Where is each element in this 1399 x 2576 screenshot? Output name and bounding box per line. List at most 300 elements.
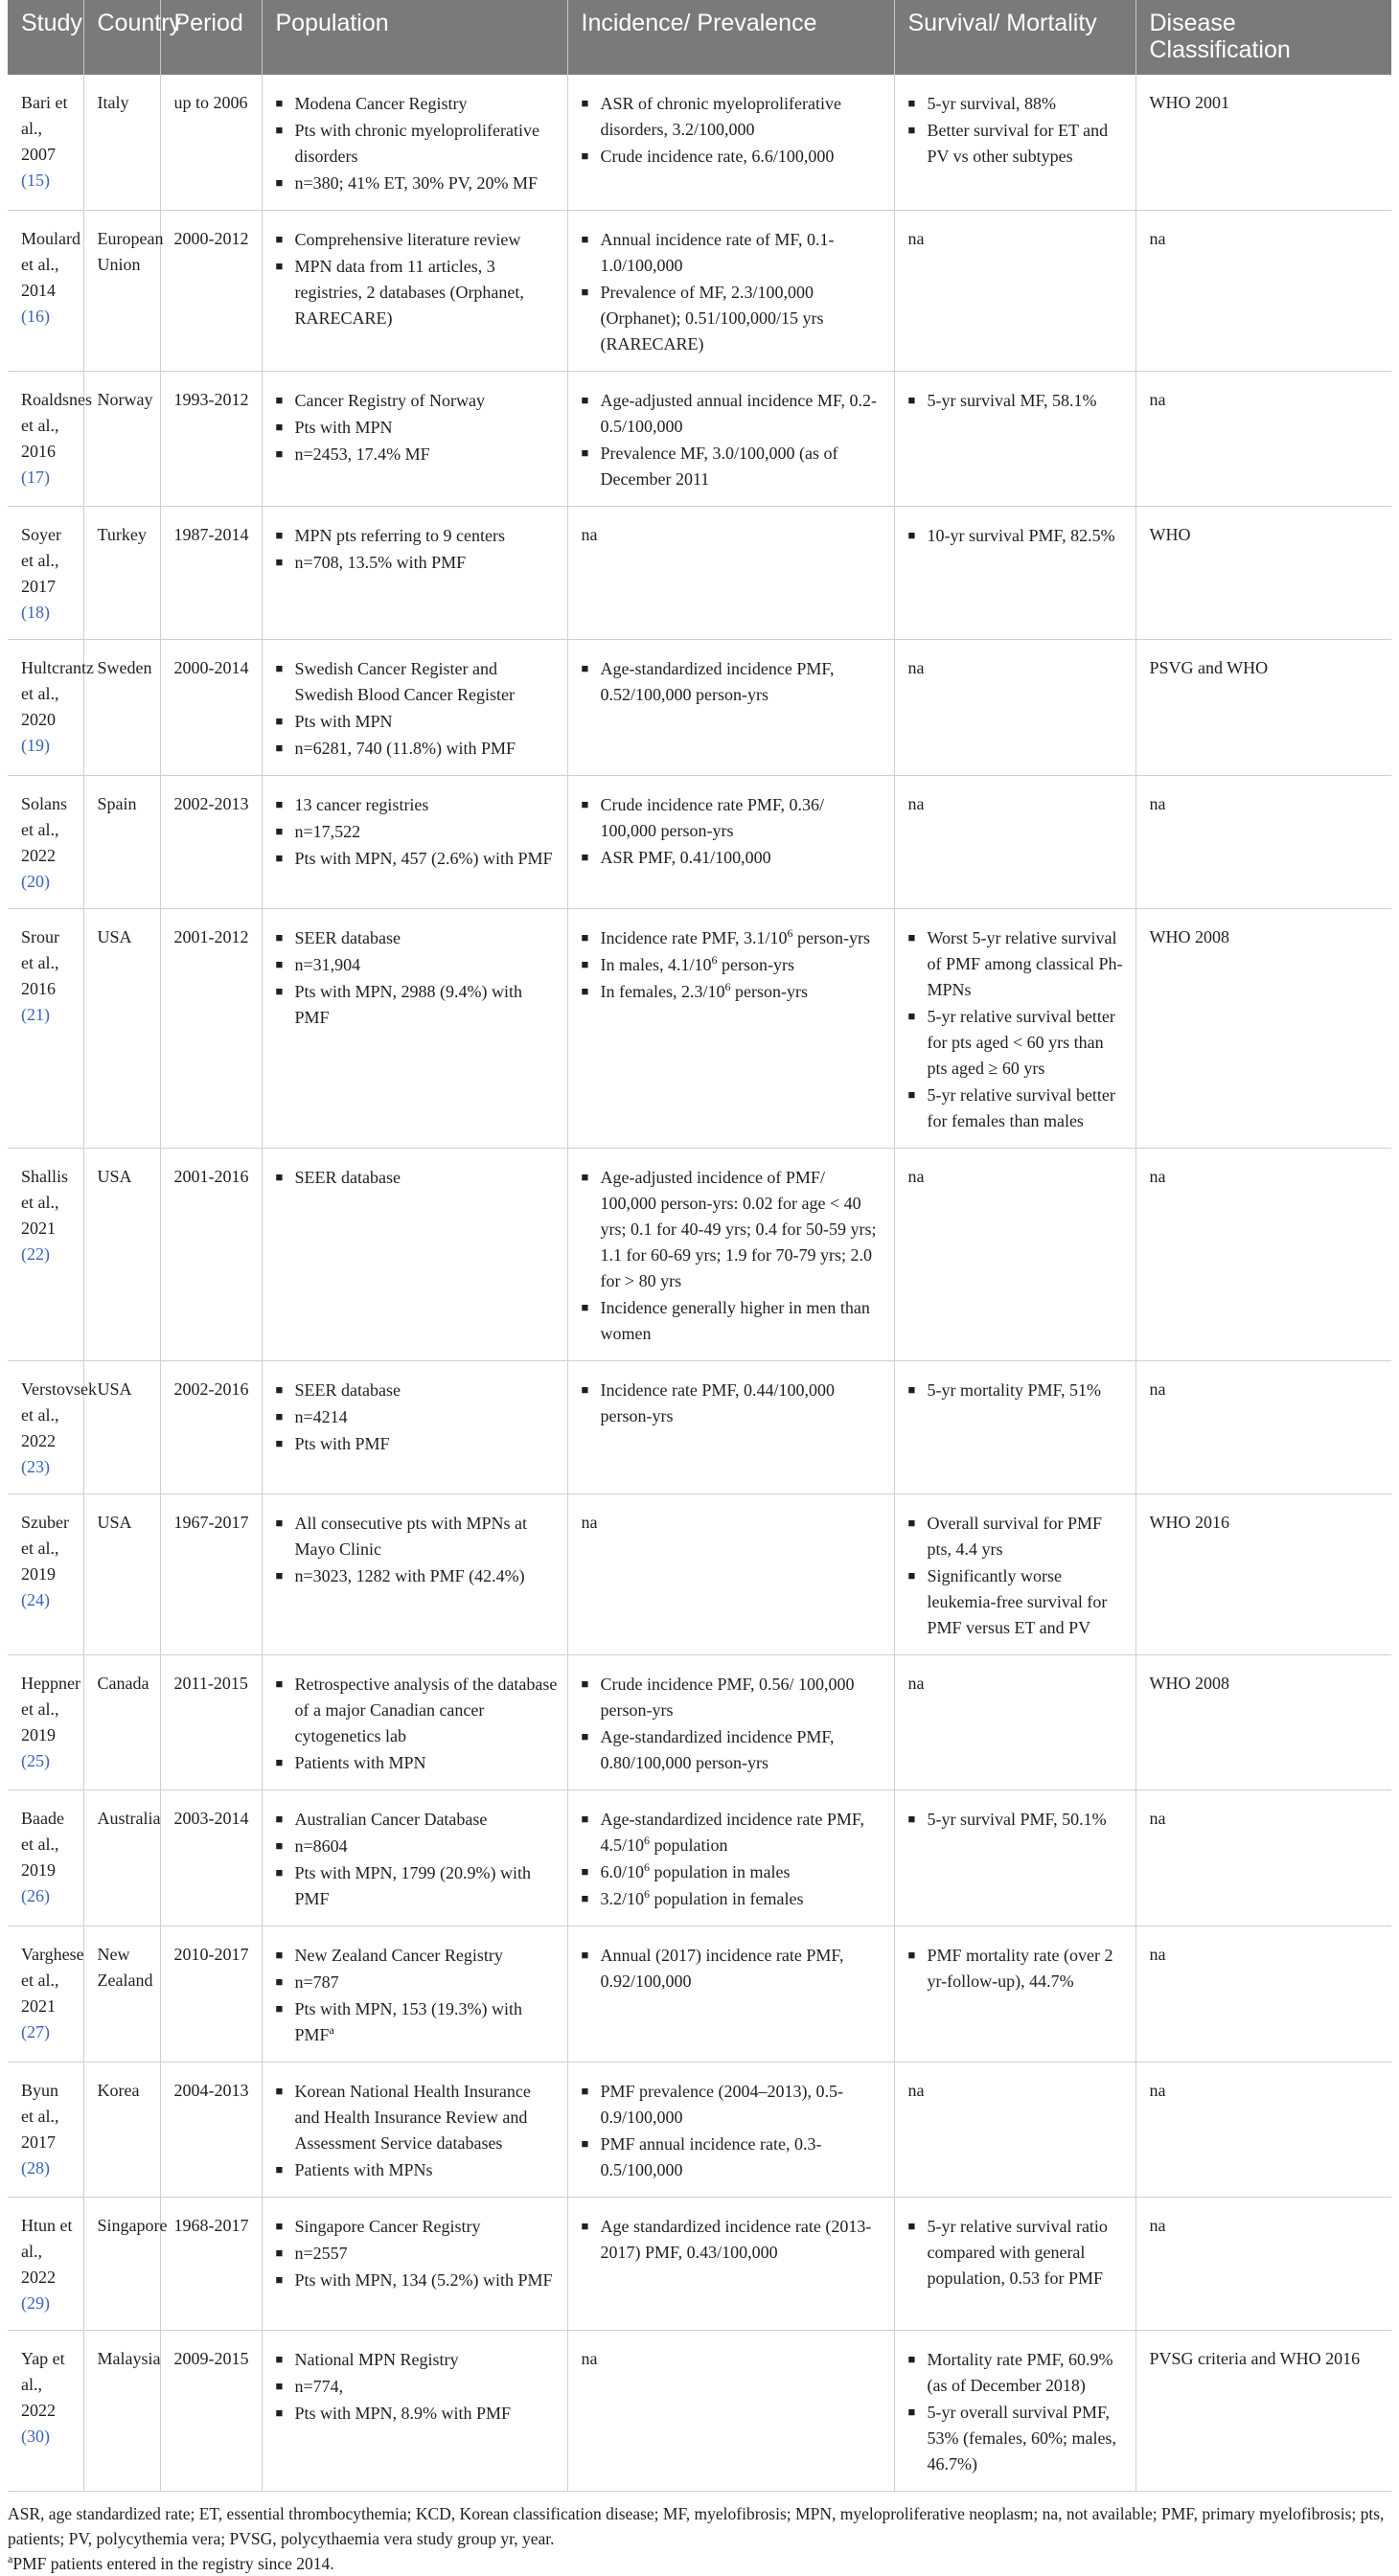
bullet-text: ASR of chronic myeloproliferative disorders, 3.2/100,000 bbox=[600, 94, 841, 139]
square-bullet-icon: ■ bbox=[581, 96, 589, 110]
bullet-item bbox=[908, 1942, 1126, 1995]
bullet-item bbox=[582, 924, 884, 951]
table-header bbox=[8, 0, 1391, 75]
bullet-text: Pts with MPN, 153 (19.3%) with PMF$^a$ bbox=[294, 1999, 523, 2044]
square-bullet-icon: ■ bbox=[907, 2219, 916, 2233]
bullet-item bbox=[908, 2346, 1126, 2399]
square-bullet-icon: ■ bbox=[907, 1382, 916, 1397]
bullet-item bbox=[582, 1723, 884, 1776]
bullet-item bbox=[908, 2213, 1126, 2291]
bullet-item bbox=[276, 1510, 558, 1562]
bullet-text: Pts with MPN, 8.9% with PMF bbox=[294, 2404, 512, 2423]
cell-incidence bbox=[567, 2331, 894, 2492]
square-bullet-icon: ■ bbox=[275, 984, 284, 998]
square-bullet-icon: ■ bbox=[275, 1865, 284, 1880]
cell-survival bbox=[894, 1790, 1135, 1926]
study-reference-link[interactable]: (30) bbox=[21, 2427, 50, 2446]
study-reference-link[interactable]: (17) bbox=[21, 467, 50, 487]
study-author: Varghese et al., 2021 bbox=[21, 1945, 84, 2016]
bullet-item bbox=[276, 170, 558, 196]
square-bullet-icon: ■ bbox=[581, 393, 589, 407]
square-bullet-icon: ■ bbox=[581, 797, 589, 811]
cell-incidence bbox=[567, 211, 894, 372]
cell-period: 1968-2017 bbox=[160, 2198, 262, 2331]
square-bullet-icon: ■ bbox=[581, 1948, 589, 1962]
square-bullet-icon: ■ bbox=[275, 714, 284, 728]
cell-classification: WHO 2008 bbox=[1135, 1655, 1391, 1790]
cell-study bbox=[8, 75, 83, 211]
bullet-item bbox=[276, 708, 558, 735]
bullet-text: SEER database bbox=[294, 1168, 401, 1187]
cell-classification: na bbox=[1135, 372, 1391, 507]
bullet-text: ASR PMF, 0.41/100,000 bbox=[600, 848, 771, 867]
square-bullet-icon: ■ bbox=[581, 1812, 589, 1826]
bullet-text: Pts with MPN, 457 (2.6%) with PMF bbox=[294, 849, 553, 868]
cell-country: USA bbox=[83, 1361, 160, 1494]
cell-population bbox=[262, 1149, 567, 1361]
cell-incidence bbox=[567, 2198, 894, 2331]
bullet-text: PMF prevalence (2004–2013), 0.5-0.9/100,000 bbox=[600, 2082, 843, 2127]
square-bullet-icon: ■ bbox=[275, 824, 284, 838]
square-bullet-icon: ■ bbox=[275, 2405, 284, 2420]
study-reference-link[interactable]: (19) bbox=[21, 736, 50, 755]
cell-survival-value: na bbox=[907, 1167, 925, 1186]
square-bullet-icon: ■ bbox=[275, 2162, 284, 2177]
cell-incidence bbox=[567, 1149, 894, 1361]
table-row bbox=[8, 372, 1391, 507]
bullet-text: Comprehensive literature review bbox=[294, 230, 521, 249]
square-bullet-icon: ■ bbox=[581, 2084, 589, 2098]
study-reference-link[interactable]: (26) bbox=[21, 1886, 50, 1905]
cell-study bbox=[8, 776, 83, 909]
bullet-text: Pts with PMF bbox=[294, 1434, 390, 1453]
square-bullet-icon: ■ bbox=[275, 1382, 284, 1397]
cell-survival bbox=[894, 909, 1135, 1149]
study-author: Solans et al., 2022 bbox=[21, 794, 68, 865]
cell-incidence bbox=[567, 1926, 894, 2063]
cell-classification: WHO bbox=[1135, 507, 1391, 640]
cell-period: 1993-2012 bbox=[160, 372, 262, 507]
table-row bbox=[8, 2063, 1391, 2198]
square-bullet-icon: ■ bbox=[581, 148, 589, 163]
footnote-abbreviations: ASR, age standardized rate; ET, essential thrombocythemia; KCD, Korean classification disease; MF, myelofibrosis; MPN, myeloproliferative neoplasm; na, not available; PMF, primary myelofibrosis; pts, patients; PV, polycythemia vera; PVSG, polycythaemia vera study group yr, year. bbox=[8, 2504, 1385, 2548]
square-bullet-icon: ■ bbox=[581, 1864, 589, 1879]
cell-population bbox=[262, 507, 567, 640]
table-row bbox=[8, 640, 1391, 776]
bullet-item bbox=[276, 951, 558, 978]
cell-classification: na bbox=[1135, 1926, 1391, 2063]
bullet-item bbox=[276, 414, 558, 441]
cell-survival bbox=[894, 1926, 1135, 2063]
square-bullet-icon: ■ bbox=[581, 1891, 589, 1905]
study-reference-link[interactable]: (23) bbox=[21, 1457, 50, 1476]
cell-classification: na bbox=[1135, 1149, 1391, 1361]
cell-survival bbox=[894, 507, 1135, 640]
bullet-item bbox=[276, 1806, 558, 1833]
bullet-text: Singapore Cancer Registry bbox=[294, 2217, 481, 2236]
square-bullet-icon: ■ bbox=[581, 1676, 589, 1691]
bullet-item bbox=[908, 387, 1126, 414]
bullet-text: n=6281, 740 (11.8%) with PMF bbox=[294, 739, 516, 758]
table-body bbox=[8, 75, 1391, 2492]
bullet-text: 5-yr survival MF, 58.1% bbox=[927, 391, 1097, 410]
square-bullet-icon: ■ bbox=[907, 1948, 916, 1962]
cell-population bbox=[262, 1361, 567, 1494]
bullet-item bbox=[582, 1294, 884, 1347]
cell-study bbox=[8, 909, 83, 1149]
bullet-text: Crude incidence rate PMF, 0.36/ 100,000 person-yrs bbox=[600, 795, 825, 840]
bullet-text: n=787 bbox=[294, 1972, 339, 1992]
bullet-text: 5-yr relative survival better for females than males bbox=[927, 1085, 1115, 1130]
cell-period: 2011-2015 bbox=[160, 1655, 262, 1790]
cell-study bbox=[8, 1361, 97, 1494]
header-period: Period bbox=[160, 0, 262, 75]
cell-country: Korea bbox=[83, 2063, 160, 2198]
table-row bbox=[8, 1494, 1391, 1655]
bullet-text: n=774, bbox=[294, 2377, 344, 2396]
bullet-item bbox=[276, 655, 558, 708]
cell-country: Australia bbox=[83, 1790, 160, 1926]
bullet-item bbox=[276, 226, 558, 253]
bullet-item bbox=[276, 441, 558, 467]
cell-classification: na bbox=[1135, 2063, 1391, 2198]
cell-population bbox=[262, 640, 567, 776]
square-bullet-icon: ■ bbox=[581, 661, 589, 675]
study-reference-link[interactable]: (29) bbox=[21, 2293, 50, 2313]
square-bullet-icon: ■ bbox=[275, 1676, 284, 1691]
header-incidence: Incidence/ Prevalence bbox=[567, 0, 894, 75]
bullet-text: Pts with MPN, 2988 (9.4%) with PMF bbox=[294, 982, 523, 1027]
square-bullet-icon: ■ bbox=[275, 1409, 284, 1424]
bullet-text: In males, $4.1/10^6$ person-yrs bbox=[600, 953, 794, 974]
cell-survival bbox=[894, 2063, 1135, 2198]
bullet-text: Age-standardized incidence rate PMF, $4.5/10^6$ population bbox=[600, 1810, 864, 1855]
square-bullet-icon: ■ bbox=[581, 232, 589, 246]
square-bullet-icon: ■ bbox=[275, 175, 284, 190]
bullet-item bbox=[276, 1749, 558, 1776]
study-reference-link[interactable]: (15) bbox=[21, 171, 50, 190]
study-author: Bari et al., 2007 bbox=[21, 93, 68, 164]
bullet-text: Prevalence MF, 3.0/100,000 (as of December 2011 bbox=[600, 444, 838, 489]
cell-study bbox=[8, 640, 94, 776]
table-row bbox=[8, 909, 1391, 1149]
study-author: Hultcrantz et al., 2020 bbox=[21, 658, 94, 729]
study-reference-link[interactable]: (28) bbox=[21, 2158, 50, 2177]
cell-survival bbox=[894, 1655, 1135, 1790]
bullet-text: Incidence generally higher in men than women bbox=[600, 1298, 870, 1343]
bullet-item bbox=[276, 1164, 558, 1191]
table-row bbox=[8, 776, 1391, 909]
table-row bbox=[8, 1790, 1391, 1926]
bullet-item bbox=[276, 522, 558, 549]
bullet-item bbox=[276, 1671, 558, 1749]
study-author: Yap et al., 2022 bbox=[21, 2349, 65, 2420]
bullet-text: Pts with MPN, 1799 (20.9%) with PMF bbox=[294, 1863, 532, 1908]
cell-period: 2009-2015 bbox=[160, 2331, 262, 2492]
square-bullet-icon: ■ bbox=[275, 393, 284, 407]
bullet-text: Pts with MPN bbox=[294, 712, 393, 731]
square-bullet-icon: ■ bbox=[581, 2219, 589, 2233]
table-row bbox=[8, 211, 1391, 372]
table-row bbox=[8, 1655, 1391, 1790]
square-bullet-icon: ■ bbox=[275, 1516, 284, 1530]
bullet-text: n=2557 bbox=[294, 2244, 348, 2263]
bullet-item bbox=[276, 845, 558, 872]
cell-incidence bbox=[567, 909, 894, 1149]
cell-population bbox=[262, 211, 567, 372]
cell-country: USA bbox=[83, 1494, 160, 1655]
bullet-text: MPN data from 11 articles, 3 registries, 2 databases (Orphanet, RARECARE) bbox=[294, 257, 524, 328]
bullet-item bbox=[276, 1562, 558, 1589]
bullet-text: Significantly worse leukemia-free survival for PMF versus ET and PV bbox=[927, 1566, 1108, 1637]
cell-classification: na bbox=[1135, 776, 1391, 909]
bullet-item bbox=[276, 387, 558, 414]
bullet-text: Swedish Cancer Register and Swedish Blood Cancer Register bbox=[294, 659, 515, 704]
cell-period: 2000-2014 bbox=[160, 640, 262, 776]
bullet-item bbox=[276, 2400, 558, 2427]
bullet-text: Prevalence of MF, 2.3/100,000 (Orphanet); 0.51/100,000/15 yrs (RARECARE) bbox=[600, 283, 824, 353]
square-bullet-icon: ■ bbox=[275, 259, 284, 273]
cell-classification: WHO 2016 bbox=[1135, 1494, 1391, 1655]
bullet-text: Worst 5-yr relative survival of PMF among classical Ph- MPNs bbox=[927, 928, 1123, 999]
cell-incidence bbox=[567, 1361, 894, 1494]
bullet-item bbox=[908, 1562, 1126, 1641]
bullet-text: Age-standardized incidence PMF, 0.80/100,000 person-yrs bbox=[600, 1727, 835, 1772]
cell-classification: WHO 2001 bbox=[1135, 75, 1391, 211]
cell-country: Norway bbox=[83, 372, 160, 507]
square-bullet-icon: ■ bbox=[907, 96, 916, 110]
bullet-text: SEER database bbox=[294, 1380, 401, 1400]
square-bullet-icon: ■ bbox=[275, 661, 284, 675]
bullet-text: Annual (2017) incidence rate PMF, 0.92/100,000 bbox=[600, 1946, 844, 1991]
cell-survival bbox=[894, 211, 1135, 372]
study-author: Moulard et al., 2014 bbox=[21, 229, 80, 300]
study-reference-link[interactable]: (25) bbox=[21, 1751, 50, 1770]
square-bullet-icon: ■ bbox=[275, 123, 284, 137]
bullet-text: Age-adjusted annual incidence MF, 0.2-0.5/100,000 bbox=[600, 391, 877, 436]
cell-study bbox=[8, 1494, 83, 1655]
bullet-item bbox=[908, 1082, 1126, 1134]
study-author: Heppner et al., 2019 bbox=[21, 1674, 80, 1744]
cell-country: Turkey bbox=[83, 507, 160, 640]
cell-country: New Zealand bbox=[83, 1926, 160, 2063]
square-bullet-icon: ■ bbox=[275, 1812, 284, 1826]
cell-study bbox=[8, 2331, 83, 2492]
bullet-text: Age-standardized incidence PMF, 0.52/100,000 person-yrs bbox=[600, 659, 835, 704]
cell-survival bbox=[894, 1361, 1135, 1494]
cell-population bbox=[262, 2063, 567, 2198]
square-bullet-icon: ■ bbox=[275, 96, 284, 110]
study-reference-link[interactable]: (18) bbox=[21, 603, 50, 622]
cell-population bbox=[262, 2331, 567, 2492]
cell-survival-value: na bbox=[907, 794, 925, 813]
bullet-item bbox=[582, 387, 884, 440]
cell-country: Sweden bbox=[83, 640, 160, 776]
bullet-item bbox=[582, 226, 884, 279]
bullet-text: Korean National Health Insurance and Health Insurance Review and Assessment Service databases bbox=[294, 2082, 531, 2153]
header-study: Study bbox=[8, 0, 83, 75]
bullet-item bbox=[276, 1377, 558, 1403]
square-bullet-icon: ■ bbox=[275, 1974, 284, 1989]
bullet-item bbox=[276, 1430, 558, 1457]
cell-survival bbox=[894, 1494, 1135, 1655]
study-reference-link[interactable]: (22) bbox=[21, 1244, 50, 1264]
cell-incidence bbox=[567, 1790, 894, 1926]
cell-period: up to 2006 bbox=[160, 75, 262, 211]
cell-study bbox=[8, 1926, 83, 2063]
square-bullet-icon: ■ bbox=[907, 1009, 916, 1023]
table-row bbox=[8, 2198, 1391, 2331]
square-bullet-icon: ■ bbox=[275, 2272, 284, 2287]
square-bullet-icon: ■ bbox=[907, 1516, 916, 1530]
bullet-item bbox=[276, 924, 558, 951]
cell-population bbox=[262, 1790, 567, 1926]
study-reference-link[interactable]: (27) bbox=[21, 2022, 50, 2041]
cell-population bbox=[262, 909, 567, 1149]
cell-incidence bbox=[567, 372, 894, 507]
bullet-item bbox=[276, 1833, 558, 1859]
square-bullet-icon: ■ bbox=[275, 797, 284, 811]
footnote-a-mark: a bbox=[8, 2552, 13, 2566]
cell-period: 2001-2016 bbox=[160, 1149, 262, 1361]
cell-classification: na bbox=[1135, 1361, 1391, 1494]
square-bullet-icon: ■ bbox=[275, 1755, 284, 1769]
square-bullet-icon: ■ bbox=[907, 2352, 916, 2366]
cell-study bbox=[8, 1655, 83, 1790]
cell-survival bbox=[894, 776, 1135, 909]
table-row bbox=[8, 1149, 1391, 1361]
bullet-item bbox=[582, 90, 884, 143]
bullet-item bbox=[276, 2213, 558, 2240]
square-bullet-icon: ■ bbox=[275, 420, 284, 434]
bullet-item bbox=[276, 791, 558, 818]
square-bullet-icon: ■ bbox=[581, 445, 589, 460]
square-bullet-icon: ■ bbox=[275, 232, 284, 246]
square-bullet-icon: ■ bbox=[275, 2245, 284, 2260]
cell-incidence bbox=[567, 640, 894, 776]
study-reference-link[interactable]: (20) bbox=[21, 872, 50, 891]
cell-population bbox=[262, 2198, 567, 2331]
cell-survival bbox=[894, 2198, 1135, 2331]
bullet-item bbox=[908, 1806, 1126, 1833]
study-author: Baade et al., 2019 bbox=[21, 1809, 64, 1880]
bullet-item bbox=[582, 951, 884, 978]
cell-period: 1967-2017 bbox=[160, 1494, 262, 1655]
square-bullet-icon: ■ bbox=[907, 393, 916, 407]
bullet-item bbox=[276, 1995, 558, 2048]
bullet-text: n=2453, 17.4% MF bbox=[294, 445, 430, 464]
bullet-text: New Zealand Cancer Registry bbox=[294, 1946, 503, 1965]
bullet-item bbox=[582, 655, 884, 708]
cell-survival-value: na bbox=[907, 1674, 925, 1693]
table-footnotes bbox=[8, 2492, 1391, 2576]
cell-incidence-value: na bbox=[581, 525, 598, 544]
cell-population bbox=[262, 75, 567, 211]
study-author: Roaldsnes et al., 2016 bbox=[21, 390, 92, 461]
bullet-item bbox=[276, 90, 558, 117]
cell-country: Spain bbox=[83, 776, 160, 909]
bullet-text: n=31,904 bbox=[294, 955, 361, 974]
study-author: Soyer et al., 2017 bbox=[21, 525, 61, 596]
header-survival: Survival/ Mortality bbox=[894, 0, 1135, 75]
square-bullet-icon: ■ bbox=[275, 2219, 284, 2233]
bullet-text: Retrospective analysis of the database of a major Canadian cancer cytogenetics lab bbox=[294, 1675, 558, 1745]
bullet-text: Mortality rate PMF, 60.9% (as of December 2018) bbox=[927, 2350, 1113, 2395]
cell-period: 2010-2017 bbox=[160, 1926, 262, 2063]
cell-incidence-value: na bbox=[581, 2349, 598, 2368]
footnote-a bbox=[8, 2551, 1391, 2576]
bullet-item bbox=[276, 253, 558, 331]
bullet-item bbox=[582, 1858, 884, 1885]
bullet-item bbox=[582, 440, 884, 492]
header-classification: Disease Classification bbox=[1135, 0, 1391, 75]
bullet-item bbox=[908, 924, 1126, 1003]
cell-classification: PVSG criteria and WHO 2016 bbox=[1135, 2331, 1391, 2492]
bullet-text: n=8604 bbox=[294, 1836, 348, 1856]
cell-survival bbox=[894, 1149, 1135, 1361]
cell-incidence bbox=[567, 507, 894, 640]
cell-population bbox=[262, 1655, 567, 1790]
bullet-item bbox=[908, 90, 1126, 117]
cell-population bbox=[262, 1494, 567, 1655]
bullet-item bbox=[582, 2078, 884, 2131]
bullet-item bbox=[276, 2078, 558, 2156]
bullet-item bbox=[582, 143, 884, 170]
square-bullet-icon: ■ bbox=[275, 1838, 284, 1853]
square-bullet-icon: ■ bbox=[275, 555, 284, 569]
bullet-item bbox=[276, 978, 558, 1031]
cell-incidence bbox=[567, 1494, 894, 1655]
study-reference-link[interactable]: (16) bbox=[21, 307, 50, 326]
bullet-item bbox=[276, 1403, 558, 1430]
study-author: Byun et al., 2017 bbox=[21, 2081, 59, 2152]
bullet-item bbox=[582, 791, 884, 844]
bullet-text: Pts with MPN bbox=[294, 418, 393, 437]
square-bullet-icon: ■ bbox=[907, 1087, 916, 1102]
bullet-text: n=380; 41% ET, 30% PV, 20% MF bbox=[294, 173, 538, 193]
cell-classification: na bbox=[1135, 211, 1391, 372]
bullet-item bbox=[276, 2267, 558, 2293]
bullet-text: 13 cancer registries bbox=[294, 795, 429, 814]
bullet-item bbox=[276, 2240, 558, 2267]
bullet-item bbox=[582, 279, 884, 357]
cell-population bbox=[262, 776, 567, 909]
bullet-item bbox=[276, 1969, 558, 1995]
bullet-text: Patients with MPNs bbox=[294, 2160, 433, 2179]
cell-period: 2002-2016 bbox=[160, 1361, 262, 1494]
cell-period: 2000-2012 bbox=[160, 211, 262, 372]
square-bullet-icon: ■ bbox=[907, 528, 916, 542]
bullet-text: 5-yr survival PMF, 50.1% bbox=[927, 1810, 1107, 1829]
cell-study bbox=[8, 211, 83, 372]
square-bullet-icon: ■ bbox=[581, 984, 589, 998]
square-bullet-icon: ■ bbox=[275, 1948, 284, 1962]
bullet-text: 5-yr relative survival better for pts aged < 60 yrs than pts aged ≥ 60 yrs bbox=[927, 1007, 1115, 1078]
square-bullet-icon: ■ bbox=[275, 446, 284, 461]
square-bullet-icon: ■ bbox=[275, 957, 284, 971]
bullet-text: Australian Cancer Database bbox=[294, 1810, 488, 1829]
cell-country: Canada bbox=[83, 1655, 160, 1790]
study-reference-link[interactable]: (21) bbox=[21, 1005, 50, 1024]
study-reference-link[interactable]: (24) bbox=[21, 1590, 50, 1609]
square-bullet-icon: ■ bbox=[275, 2352, 284, 2366]
cell-classification: na bbox=[1135, 2198, 1391, 2331]
header-population: Population bbox=[262, 0, 567, 75]
square-bullet-icon: ■ bbox=[275, 2084, 284, 2098]
square-bullet-icon: ■ bbox=[275, 1170, 284, 1184]
square-bullet-icon: ■ bbox=[581, 850, 589, 864]
bullet-text: Better survival for ET and PV vs other subtypes bbox=[927, 121, 1109, 166]
